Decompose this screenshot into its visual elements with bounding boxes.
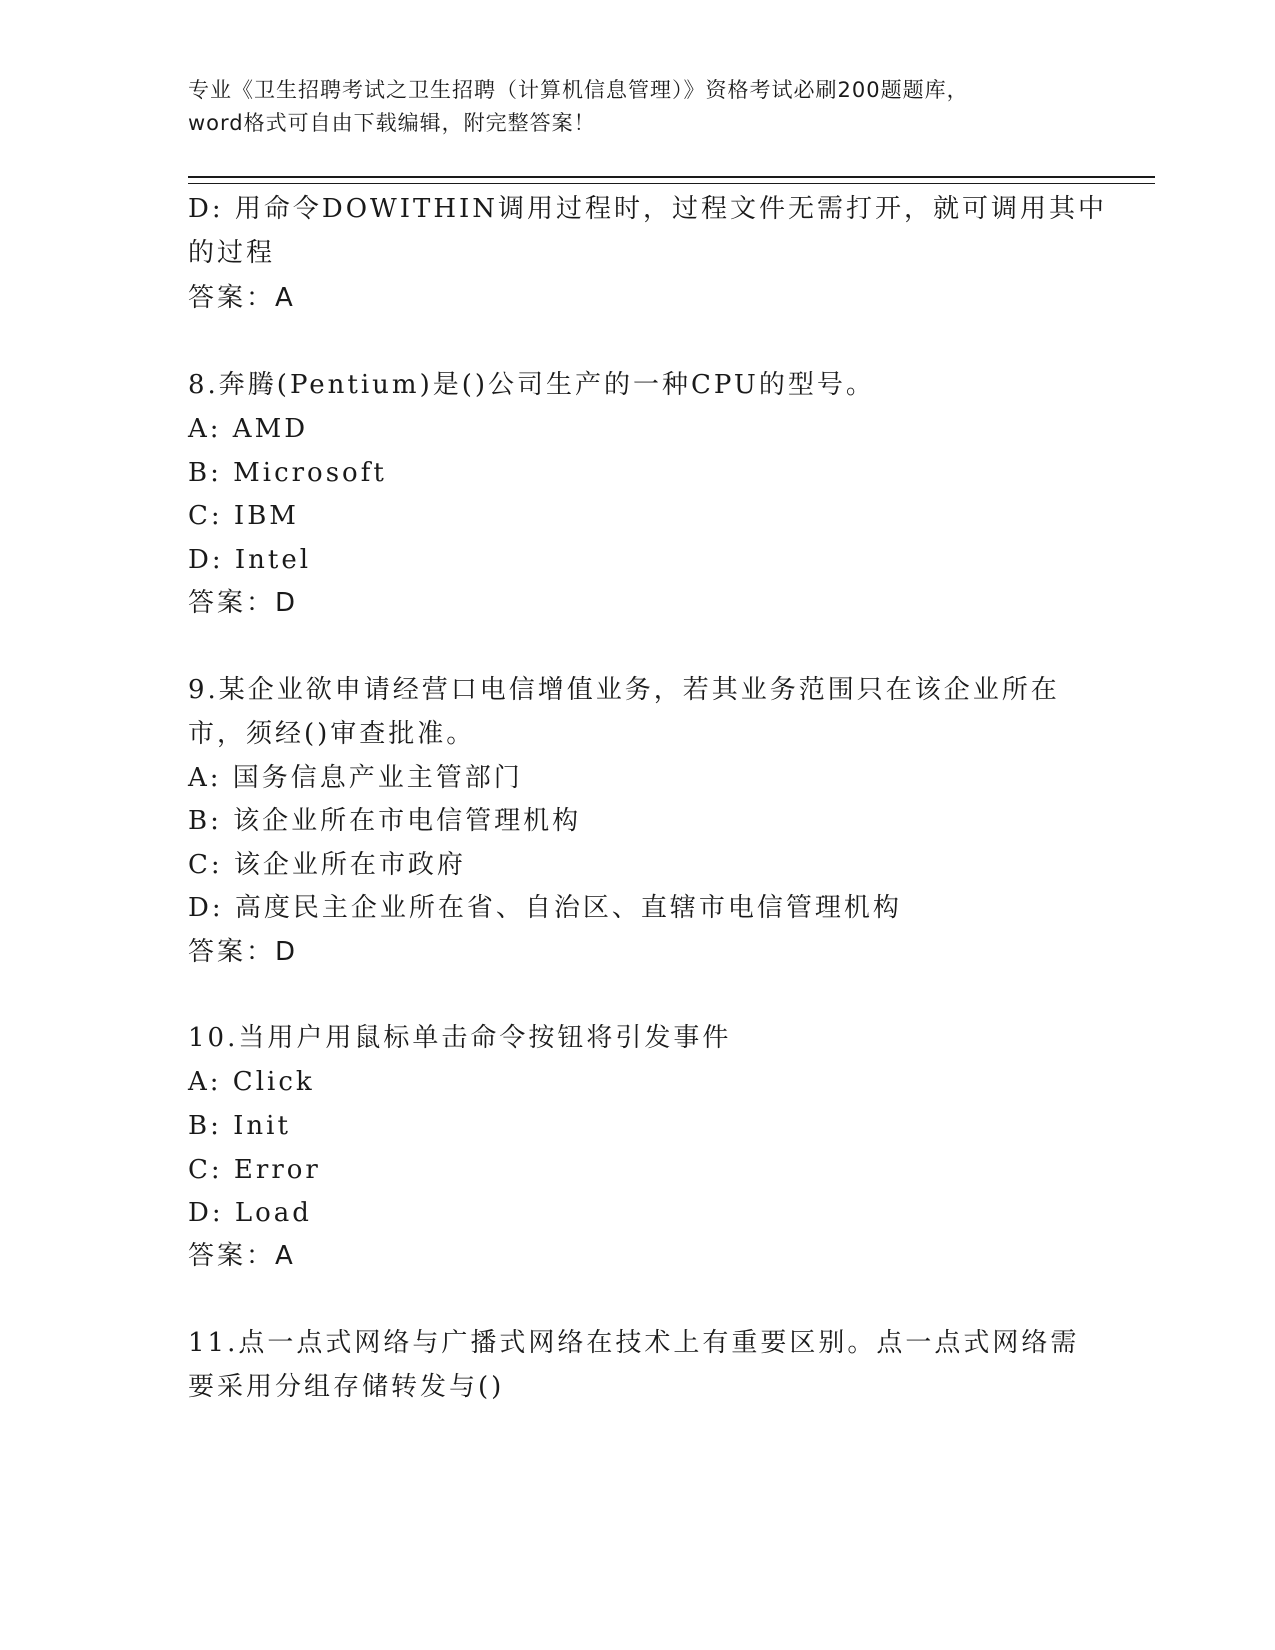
header-divider-thick (188, 176, 1155, 178)
question-9-option-c: C: 该企业所在市政府 (188, 850, 466, 880)
question-9-stem-line-1: 9.某企业欲申请经营口电信增值业务，若其业务范围只在该企业所在 (188, 675, 1060, 705)
question-11-stem-line-2: 要采用分组存储转发与() (188, 1372, 505, 1402)
question-8-option-b: B: Microsoft (188, 458, 387, 488)
question-10-option-b: B: Init (188, 1111, 291, 1141)
question-8-answer: 答案：D (188, 588, 299, 618)
prev-option-d-line-2: 的过程 (188, 238, 276, 268)
question-8-stem: 8.奔腾(Pentium)是()公司生产的一种CPU的型号。 (188, 370, 875, 400)
header-line-2: word格式可自由下载编辑，附完整答案！ (188, 111, 596, 135)
header-line-1: 专业《卫生招聘考试之卫生招聘（计算机信息管理）》资格考试必刷200题题库， (188, 78, 969, 102)
question-10-option-c: C: Error (188, 1155, 321, 1185)
question-11-stem-line-1: 11.点一点式网络与广播式网络在技术上有重要区别。点一点式网络需 (188, 1328, 1080, 1358)
question-9-option-b: B: 该企业所在市电信管理机构 (188, 806, 582, 836)
question-10-option-d: D: Load (188, 1198, 312, 1228)
question-9-option-d: D: 高度民主企业所在省、自治区、直辖市电信管理机构 (188, 893, 902, 923)
question-10-option-a: A: Click (188, 1067, 315, 1097)
question-8-option-c: C: IBM (188, 501, 299, 531)
question-9-stem-line-2: 市，须经()审查批准。 (188, 719, 476, 749)
question-10-answer: 答案：A (188, 1241, 296, 1271)
question-8-option-d: D: Intel (188, 545, 312, 575)
question-9-option-a: A: 国务信息产业主管部门 (188, 763, 523, 793)
question-8-option-a: A: AMD (188, 414, 309, 444)
header-divider-thin (188, 183, 1155, 184)
question-10-stem: 10.当用户用鼠标单击命令按钮将引发事件 (188, 1023, 732, 1053)
prev-option-d-line-1: D: 用命令DOWITHIN调用过程时，过程文件无需打开，就可调用其中 (188, 194, 1108, 224)
prev-answer: 答案：A (188, 283, 296, 313)
question-9-answer: 答案：D (188, 937, 299, 967)
document-header (188, 74, 1088, 140)
